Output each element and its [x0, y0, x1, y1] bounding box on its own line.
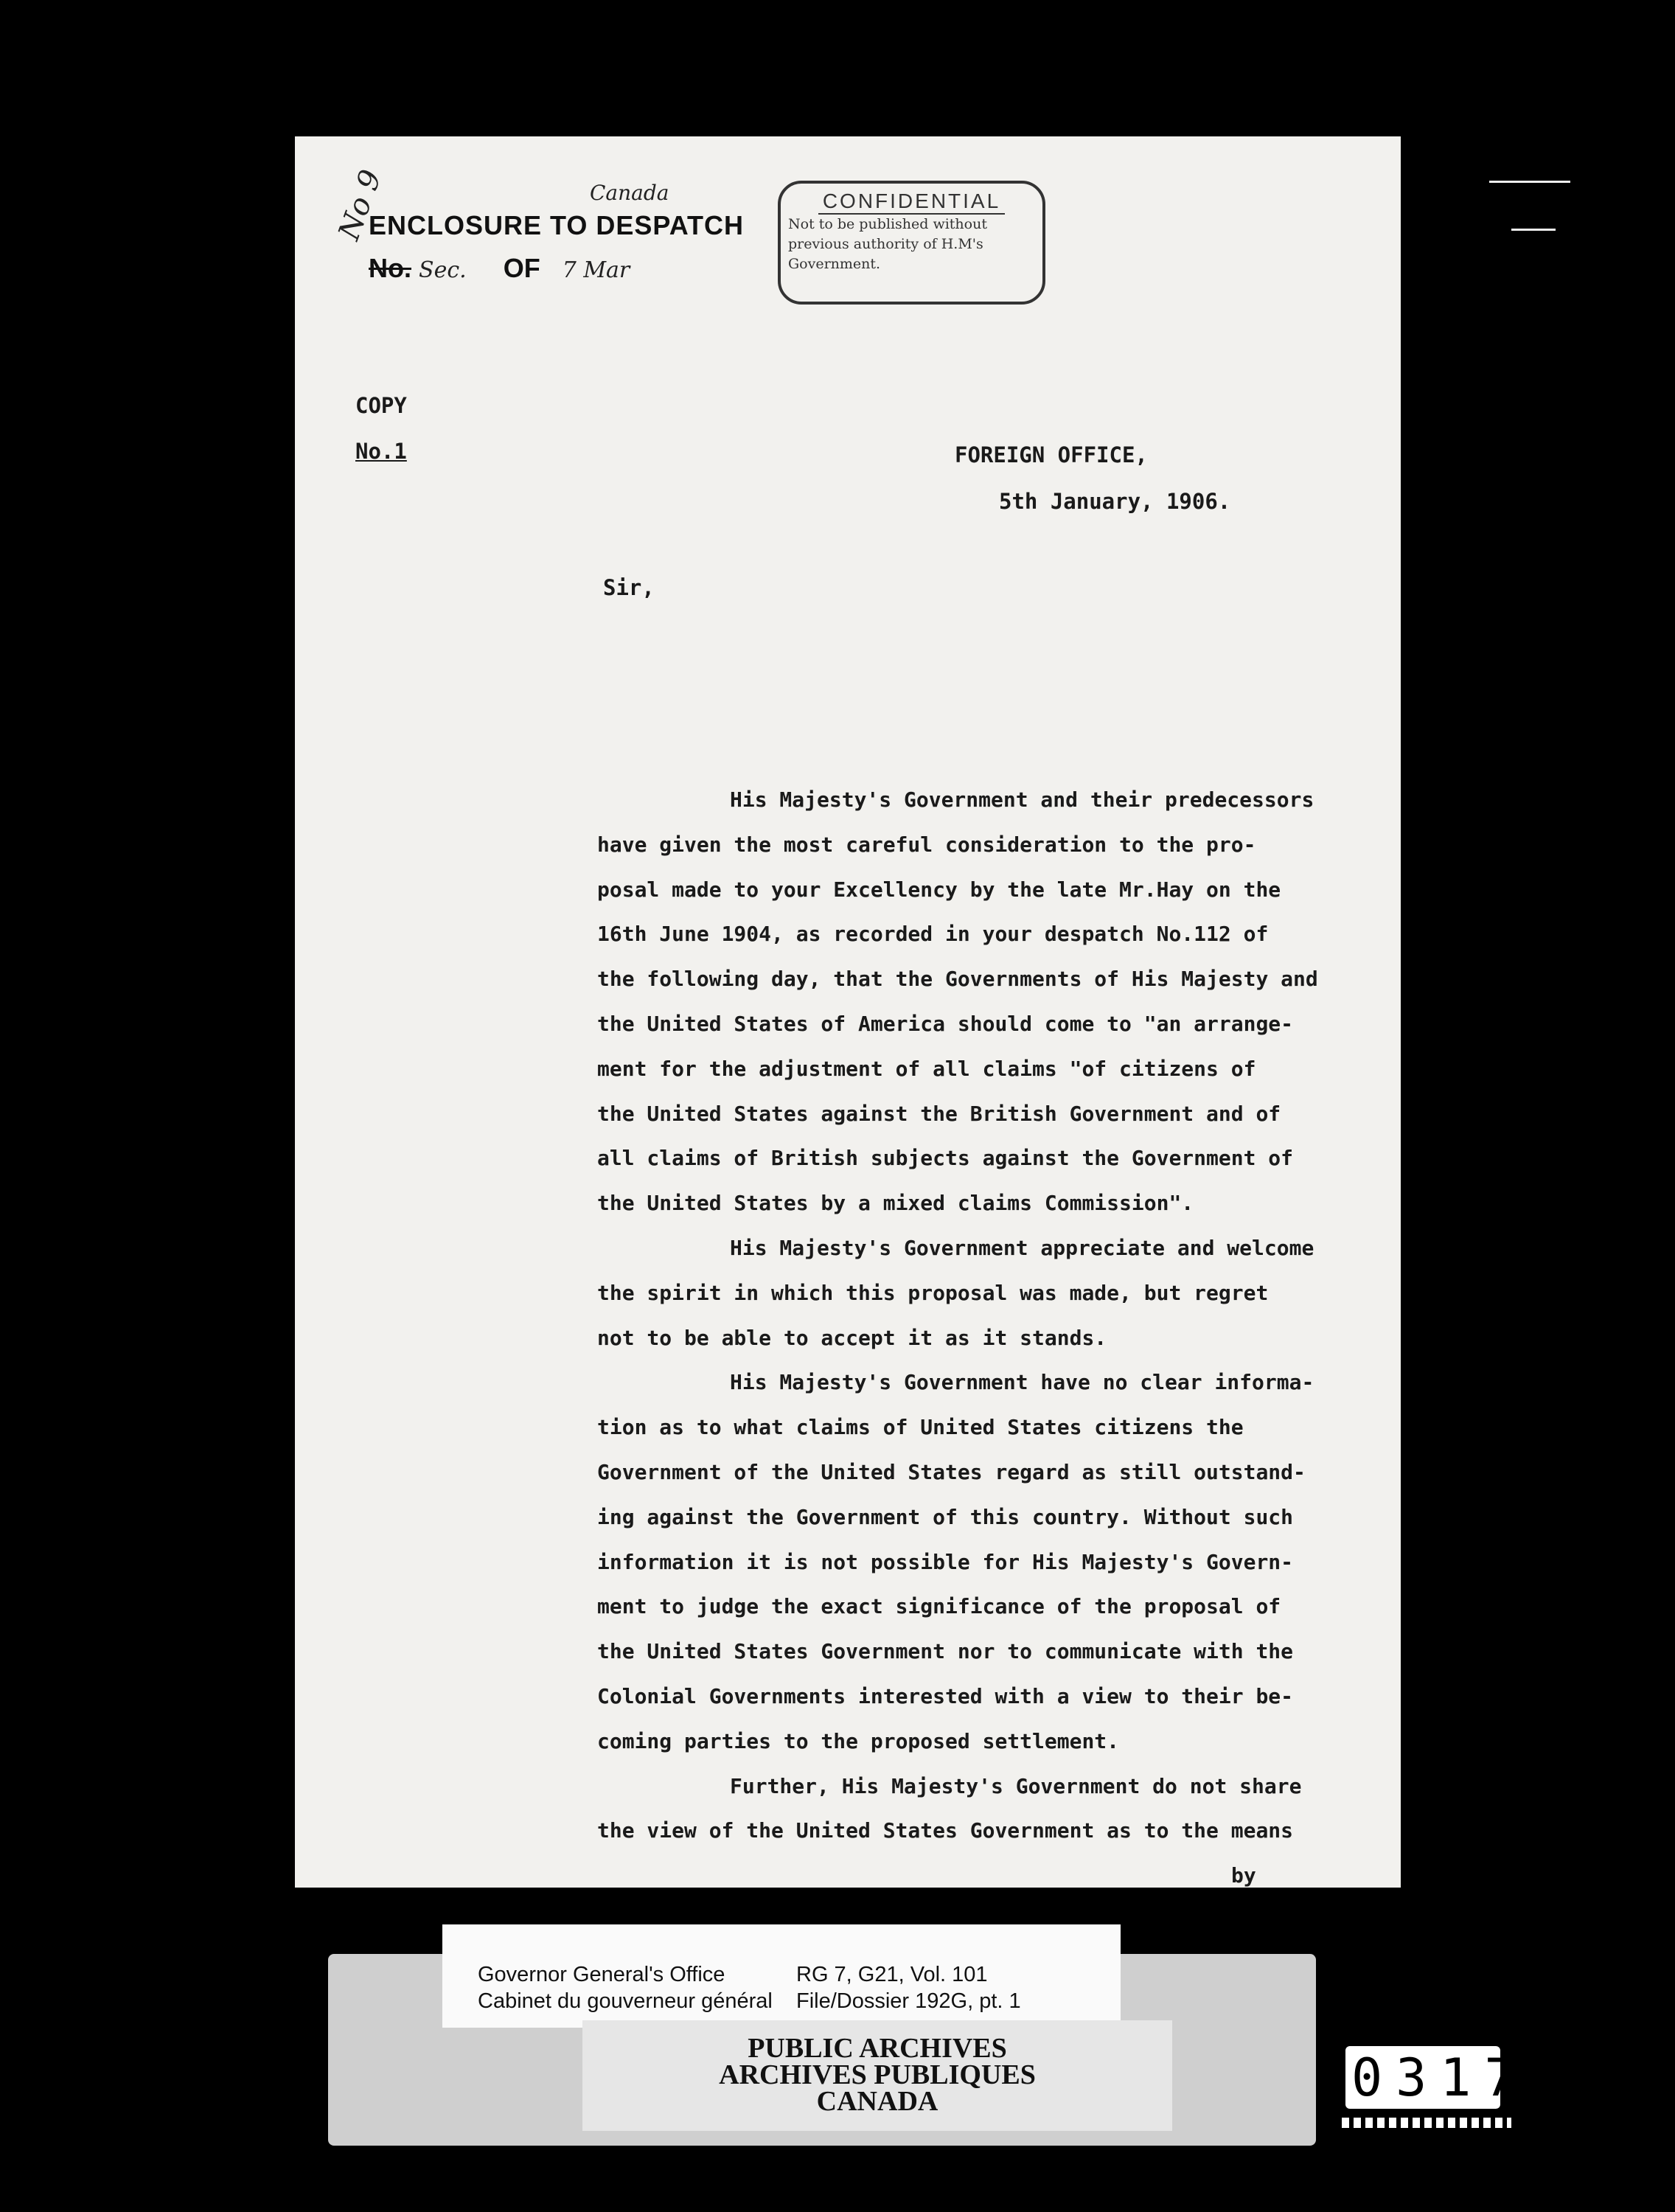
letter-line: His Majesty's Government have no clear informa-	[730, 1370, 1314, 1395]
document-number: No.1	[355, 439, 407, 464]
archives-country: CANADA	[816, 2086, 939, 2117]
letter-line: information it is not possible for His Majesty's Govern-	[597, 1549, 1294, 1574]
letter-line: the United States Government nor to communicate with the	[597, 1639, 1294, 1664]
catchword: by	[1231, 1863, 1256, 1888]
letter-line: Further, His Majesty's Government do not share	[730, 1773, 1302, 1798]
file-reference: File/Dossier 192G, pt. 1	[796, 1989, 1021, 2013]
enclosure-stamp-line2: No. Sec. OF 7 Mar	[369, 253, 630, 283]
copy-label: COPY	[355, 393, 407, 418]
sender-office: FOREIGN OFFICE,	[955, 442, 1148, 467]
film-frame-number	[1345, 2046, 1529, 2109]
confidential-title: CONFIDENTIAL	[818, 189, 1005, 215]
office-french: Cabinet du gouverneur général	[478, 1989, 773, 2013]
archives-french: ARCHIVES PUBLIQUES	[719, 2059, 1036, 2090]
letter-line: 16th June 1904, as recorded in your despatch No.112 of	[597, 922, 1269, 947]
confidential-stamp	[778, 181, 1045, 305]
letter-line: not to be able to accept it as it stands.	[597, 1325, 1107, 1350]
letter-line: have given the most careful consideration to the pro-	[597, 832, 1256, 857]
letter-line: tion as to what claims of United States citizens the	[597, 1415, 1244, 1440]
frame-number-text: 0317	[1351, 2048, 1529, 2108]
letter-line: Government of the United States regard as still outstand-	[597, 1459, 1306, 1484]
letter-line: coming parties to the proposed settlement.	[597, 1728, 1120, 1753]
film-sprocket-holes	[1342, 2118, 1511, 2128]
letter-line: His Majesty's Government appreciate and welcome	[730, 1235, 1314, 1260]
letter-line: ment to judge the exact significance of the proposal of	[597, 1594, 1281, 1619]
salutation: Sir,	[603, 575, 655, 600]
confidential-line: previous authority of H.M's	[788, 236, 983, 252]
document-page	[295, 136, 1401, 1888]
handwritten-canada: Canada	[590, 181, 669, 205]
film-scratch	[1511, 229, 1556, 231]
enclosure-stamp-title: ENCLOSURE TO DESPATCH	[369, 210, 745, 240]
enclosure-stamp	[369, 181, 745, 299]
letter-line: the spirit in which this proposal was made, but regret	[597, 1280, 1269, 1305]
letter-line: ment for the adjustment of all claims "of citizens of	[597, 1056, 1256, 1081]
letter-line: all claims of British subjects against the Government of	[597, 1146, 1294, 1171]
letter-line: the view of the United States Government as to the means	[597, 1818, 1294, 1843]
confidential-line: Not to be published without	[788, 216, 987, 232]
letter-line: the United States against the British Government and of	[597, 1101, 1281, 1126]
letter-line: the United States of America should come to "an arrange-	[597, 1011, 1294, 1036]
archive-reference-card	[442, 1924, 1121, 2028]
film-scratch	[1489, 181, 1570, 183]
archives-english: PUBLIC ARCHIVES	[748, 2033, 1007, 2064]
letter-line: the United States by a mixed claims Commission".	[597, 1191, 1194, 1216]
letter-body	[597, 778, 1379, 1899]
confidential-line: Government.	[788, 256, 881, 272]
letter-line: the following day, that the Governments of His Majesty and	[597, 967, 1318, 992]
handwritten-sec: Sec.	[419, 257, 467, 283]
public-archives-title	[582, 2035, 1172, 2115]
letter-date: 5th January, 1906.	[999, 489, 1231, 514]
letter-line: Colonial Governments interested with a view to their be-	[597, 1683, 1294, 1708]
archive-reference: RG 7, G21, Vol. 101	[796, 1963, 988, 1986]
letter-line: posal made to your Excellency by the late Mr.Hay on the	[597, 877, 1281, 902]
office-english: Governor General's Office	[478, 1963, 725, 1986]
letter-line: ing against the Government of this country. Without such	[597, 1504, 1294, 1529]
margin-annotation: No 9	[332, 165, 389, 245]
letter-line: His Majesty's Government and their predecessors	[730, 787, 1314, 812]
handwritten-month: 7 Mar	[562, 257, 630, 283]
